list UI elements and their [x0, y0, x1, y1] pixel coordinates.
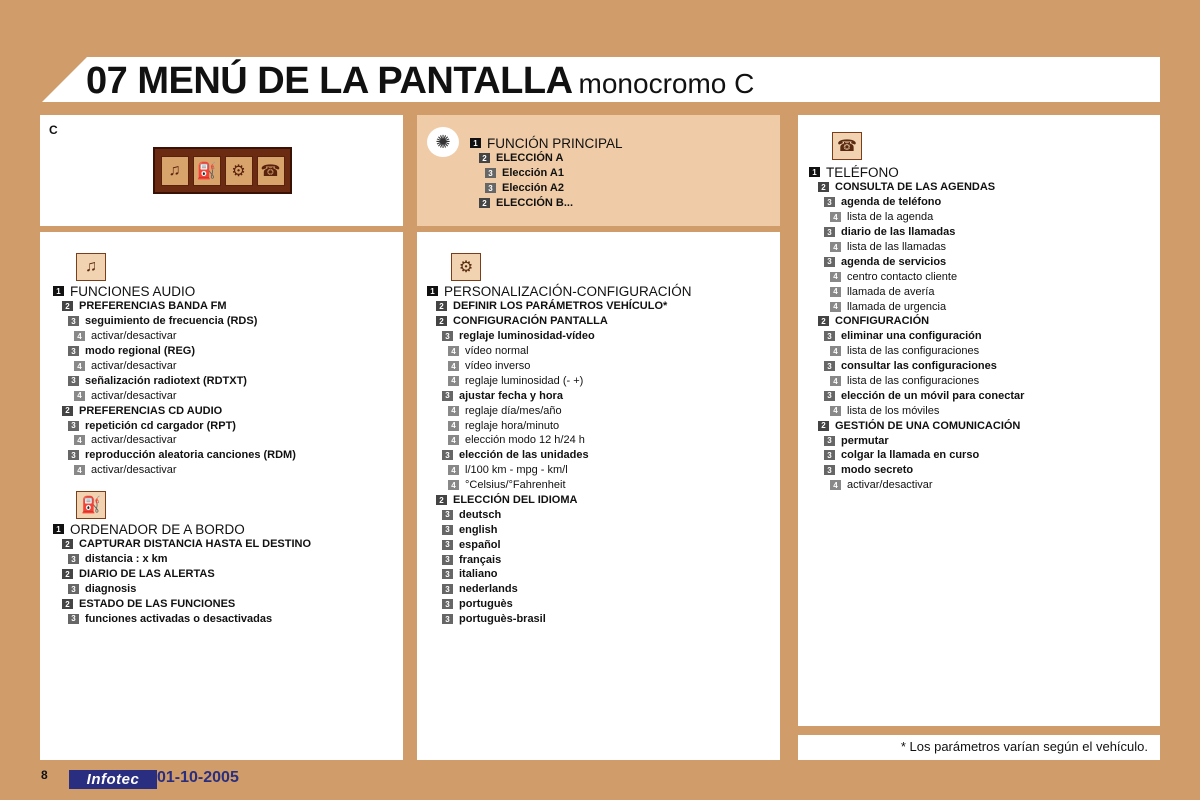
menu-item-level-3 [809, 195, 1024, 210]
menu-item-level-2 [53, 403, 296, 418]
computer-icon: ⛽ [193, 156, 221, 186]
menu-item-label: °Celsius/°Fahrenheit [465, 479, 566, 492]
level-badge: 1 [809, 167, 820, 177]
menu-item-label: activar/desactivar [91, 464, 177, 477]
level-badge: 3 [824, 391, 835, 401]
menu-item-label: elección de las unidades [459, 449, 589, 462]
level-badge: 2 [62, 406, 73, 416]
menu-item-label: deutsch [459, 508, 502, 521]
menu-item-label: reproducción aleatoria canciones (RDM) [85, 449, 296, 462]
menu-item-level-2 [809, 180, 1024, 195]
menu-item-label: ajustar fecha y hora [459, 389, 563, 402]
menu-item-level-3 [809, 359, 1024, 374]
menu-item-level-3 [470, 166, 623, 181]
level-badge: 3 [442, 555, 453, 565]
menu-item-label: centro contacto cliente [847, 270, 958, 283]
level-badge: 3 [68, 614, 79, 624]
menu-item-label: DEFINIR LOS PARÁMETROS VEHÍCULO* [453, 300, 668, 313]
menu-item-label: funciones activadas o desactivadas [85, 612, 273, 625]
menu-item-label: english [459, 523, 498, 536]
level-badge: 3 [442, 450, 453, 460]
menu-item-level-4 [53, 463, 296, 478]
menu-item-label: vídeo normal [465, 345, 529, 358]
menu-item-label: l/100 km - mpg - km/l [465, 464, 568, 477]
level-badge: 4 [448, 346, 459, 356]
menu-item-label: TELÉFONO [826, 164, 899, 180]
menu-item-label: eliminar una configuración [841, 330, 982, 343]
level-badge: 4 [830, 302, 841, 312]
page-title [86, 60, 754, 103]
menu-item-label: Elección A2 [502, 182, 564, 195]
menu-item-label: GESTIÓN DE UNA COMUNICACIÓN [835, 419, 1021, 432]
menu-item-label: FUNCIONES AUDIO [70, 283, 196, 299]
menu-item-level-3 [427, 522, 692, 537]
menu-item-level-4 [809, 478, 1024, 493]
settings-icon: ⚙ [225, 156, 253, 186]
menu-item-level-3 [809, 254, 1024, 269]
level-badge: 4 [448, 376, 459, 386]
menu-item-level-3 [53, 373, 296, 388]
menu-item-level-4 [809, 299, 1024, 314]
level-badge: 3 [442, 391, 453, 401]
personal-menu-tree [427, 280, 692, 627]
level-badge: 2 [62, 301, 73, 311]
menu-item-label: lista de las llamadas [847, 241, 947, 253]
menu-item-label: ELECCIÓN A [496, 152, 564, 165]
level-badge: 2 [479, 198, 490, 208]
menu-item-level-2 [809, 418, 1024, 433]
menu-item-level-2 [809, 314, 1024, 329]
menu-item-level-4 [809, 269, 1024, 284]
menu-item-level-4 [427, 433, 692, 448]
screen-label: C [49, 123, 58, 137]
level-badge: 4 [830, 287, 841, 297]
level-badge: 3 [442, 525, 453, 535]
level-badge: 3 [824, 465, 835, 475]
level-badge: 2 [436, 495, 447, 505]
level-badge: 1 [427, 286, 438, 296]
menu-item-label: distancia : x km [85, 553, 168, 566]
menu-item-level-3 [427, 552, 692, 567]
level-badge: 2 [818, 421, 829, 431]
menu-item-level-4 [53, 388, 296, 403]
menu-item-level-4 [809, 403, 1024, 418]
level-badge: 3 [442, 614, 453, 624]
computer-icon: ⛽ [76, 491, 106, 519]
menu-item-level-4 [427, 478, 692, 493]
menu-item-label: modo secreto [841, 464, 914, 477]
menu-item-label: colgar la llamada en curso [841, 449, 980, 462]
level-badge: 4 [830, 272, 841, 282]
menu-item-label: lista de la agenda [847, 211, 934, 224]
menu-item-level-2 [53, 299, 296, 314]
menu-item-label: modo regional (REG) [85, 345, 195, 358]
menu-item-label: activar/desactivar [91, 389, 177, 402]
menu-item-label: elección modo 12 h/24 h [465, 434, 585, 447]
menu-item-level-1 [470, 135, 623, 151]
menu-item-label: CAPTURAR DISTANCIA HASTA EL DESTINO [79, 538, 312, 551]
menu-item-label: ORDENADOR DE A BORDO [70, 521, 245, 537]
menu-item-level-3 [809, 448, 1024, 463]
level-badge: 3 [824, 361, 835, 371]
menu-item-label: agenda de teléfono [841, 196, 942, 209]
menu-item-label: PREFERENCIAS BANDA FM [79, 300, 227, 313]
menu-item-level-4 [53, 329, 296, 344]
level-badge: 4 [448, 480, 459, 490]
menu-item-level-3 [427, 582, 692, 597]
level-badge: 4 [830, 212, 841, 222]
level-badge: 4 [448, 406, 459, 416]
menu-item-label: italiano [459, 568, 498, 581]
level-badge: 4 [830, 346, 841, 356]
level-badge: 3 [824, 227, 835, 237]
menu-item-level-3 [809, 329, 1024, 344]
audio-icon: ♫ [161, 156, 189, 186]
menu-item-level-3 [427, 507, 692, 522]
menu-item-label: FUNCIÓN PRINCIPAL [487, 135, 623, 151]
menu-item-level-1 [53, 283, 296, 299]
level-badge: 4 [448, 435, 459, 445]
menu-item-label: lista de los móviles [847, 404, 940, 417]
bulb-icon: ✺ [427, 127, 459, 157]
menu-item-level-4 [427, 418, 692, 433]
menu-item-level-2 [470, 196, 623, 211]
page-title-sub: monocromo C [578, 68, 755, 99]
menu-item-level-3 [427, 448, 692, 463]
level-badge: 1 [53, 286, 64, 296]
menu-item-label: repetición cd cargador (RPT) [85, 419, 236, 432]
level-badge: 2 [479, 153, 490, 163]
menu-item-level-3 [427, 567, 692, 582]
level-badge: 3 [68, 316, 79, 326]
menu-item-label: español [459, 538, 501, 551]
menu-item-label: señalización radiotext (RDTXT) [85, 374, 247, 387]
level-badge: 2 [62, 599, 73, 609]
menu-item-label: Elección A1 [502, 167, 564, 180]
menu-item-label: portuguès-brasil [459, 613, 546, 626]
menu-item-level-3 [53, 344, 296, 359]
menu-item-level-2 [427, 314, 692, 329]
level-badge: 3 [824, 197, 835, 207]
menu-item-level-3 [809, 225, 1024, 240]
brand-logo: Infotec [69, 770, 157, 789]
menu-item-label: CONFIGURACIÓN [835, 315, 930, 328]
menu-item-level-4 [427, 359, 692, 374]
menu-item-level-4 [427, 373, 692, 388]
menu-item-label: activar/desactivar [91, 330, 177, 343]
menu-item-level-4 [53, 433, 296, 448]
menu-item-label: PERSONALIZACIÓN-CONFIGURACIÓN [444, 283, 692, 299]
menu-item-label: PREFERENCIAS CD AUDIO [79, 404, 223, 417]
menu-item-level-4 [809, 374, 1024, 389]
menu-item-level-3 [470, 181, 623, 196]
level-badge: 3 [485, 183, 496, 193]
menu-item-level-2 [427, 493, 692, 508]
menu-item-label: ESTADO DE LAS FUNCIONES [79, 598, 236, 610]
level-badge: 2 [818, 182, 829, 192]
menu-item-level-3 [53, 582, 311, 597]
menu-item-level-3 [53, 611, 311, 626]
menu-item-level-3 [53, 448, 296, 463]
level-badge: 3 [824, 257, 835, 267]
monochrome-screen [153, 147, 292, 194]
menu-item-level-3 [427, 612, 692, 627]
level-badge: 2 [62, 569, 73, 579]
audio-icon: ♫ [76, 253, 106, 281]
level-badge: 3 [442, 510, 453, 520]
ordenador-menu-tree [53, 518, 311, 626]
level-badge: 3 [442, 331, 453, 341]
menu-item-level-2 [427, 299, 692, 314]
menu-item-label: reglaje día/mes/año [465, 404, 562, 417]
menu-item-label: lista de las configuraciones [847, 345, 980, 358]
menu-item-label: nederlands [459, 583, 518, 596]
menu-item-level-3 [809, 433, 1024, 448]
level-badge: 3 [68, 450, 79, 460]
settings-icon: ⚙ [451, 253, 481, 281]
level-badge: 2 [818, 316, 829, 326]
menu-item-level-3 [427, 537, 692, 552]
level-badge: 4 [74, 435, 85, 445]
level-badge: 4 [830, 480, 841, 490]
menu-item-level-1 [53, 521, 311, 537]
footer-date: 01-10-2005 [157, 769, 239, 786]
menu-item-label: lista de las configuraciones [847, 375, 980, 388]
menu-item-label: vídeo inverso [465, 360, 531, 372]
menu-item-label: activar/desactivar [91, 434, 177, 447]
menu-item-level-1 [427, 283, 692, 299]
menu-item-level-2 [53, 597, 311, 612]
level-badge: 3 [442, 599, 453, 609]
level-badge: 3 [824, 450, 835, 460]
level-badge: 3 [68, 376, 79, 386]
menu-item-label: diagnosis [85, 583, 137, 596]
menu-item-level-4 [427, 403, 692, 418]
level-badge: 1 [53, 524, 64, 534]
menu-item-level-3 [53, 314, 296, 329]
menu-item-label: ELECCIÓN DEL IDIOMA [453, 494, 578, 507]
menu-item-label: reglaje luminosidad-vídeo [459, 330, 595, 343]
menu-item-level-3 [427, 329, 692, 344]
menu-item-level-4 [809, 344, 1024, 359]
menu-item-label: llamada de urgencia [847, 300, 947, 313]
menu-item-level-3 [809, 388, 1024, 403]
level-badge: 3 [68, 346, 79, 356]
level-badge: 3 [824, 436, 835, 446]
level-badge: 2 [436, 316, 447, 326]
menu-item-level-4 [809, 284, 1024, 299]
level-badge: 4 [830, 376, 841, 386]
menu-item-level-3 [53, 552, 311, 567]
menu-item-label: seguimiento de frecuencia (RDS) [85, 315, 258, 328]
menu-item-label: ELECCIÓN B... [496, 197, 574, 210]
menu-item-label: CONFIGURACIÓN PANTALLA [453, 315, 608, 328]
menu-item-level-2 [53, 537, 311, 552]
menu-item-label: français [459, 553, 502, 566]
page-number: 8 [41, 768, 48, 782]
menu-item-label: activar/desactivar [91, 360, 177, 372]
menu-item-label: reglaje luminosidad (- +) [465, 374, 584, 387]
menu-item-level-1 [809, 164, 1024, 180]
level-badge: 2 [62, 539, 73, 549]
audio-menu-tree [53, 280, 296, 478]
menu-item-label: elección de un móvil para conectar [841, 389, 1025, 402]
level-badge: 4 [830, 242, 841, 252]
title-notch [42, 57, 87, 102]
level-badge: 3 [824, 331, 835, 341]
menu-item-label: diario de las llamadas [841, 226, 956, 239]
level-badge: 3 [485, 168, 496, 178]
menu-item-label: CONSULTA DE LAS AGENDAS [835, 181, 996, 194]
level-badge: 4 [448, 421, 459, 431]
menu-item-label: consultar las configuraciones [841, 360, 997, 373]
menu-item-level-4 [427, 463, 692, 478]
level-badge: 4 [448, 361, 459, 371]
menu-item-level-3 [53, 418, 296, 433]
menu-item-level-2 [470, 151, 623, 166]
menu-item-label: portuguès [459, 598, 513, 611]
menu-item-level-3 [427, 388, 692, 403]
level-badge: 4 [830, 406, 841, 416]
phone-icon: ☎ [257, 156, 285, 186]
menu-item-level-4 [427, 344, 692, 359]
menu-item-level-4 [809, 240, 1024, 255]
menu-item-label: reglaje hora/minuto [465, 419, 560, 432]
level-badge: 4 [74, 361, 85, 371]
level-badge: 2 [436, 301, 447, 311]
level-badge: 4 [74, 331, 85, 341]
level-badge: 3 [442, 540, 453, 550]
menu-item-level-3 [809, 463, 1024, 478]
telefono-menu-tree [809, 161, 1024, 493]
menu-item-level-3 [427, 597, 692, 612]
level-badge: 4 [74, 465, 85, 475]
principal-menu-tree [470, 132, 623, 211]
menu-item-label: llamada de avería [847, 285, 935, 298]
level-badge: 3 [442, 584, 453, 594]
menu-item-label: DIARIO DE LAS ALERTAS [79, 568, 215, 581]
level-badge: 4 [448, 465, 459, 475]
level-badge: 1 [470, 138, 481, 148]
menu-item-label: permutar [841, 434, 889, 447]
menu-item-level-2 [53, 567, 311, 582]
menu-item-level-4 [809, 210, 1024, 225]
menu-item-level-4 [53, 359, 296, 374]
phone-icon: ☎ [832, 132, 862, 160]
menu-item-label: agenda de servicios [841, 255, 947, 268]
page-title-main: 07 MENÚ DE LA PANTALLA [86, 60, 573, 102]
level-badge: 3 [442, 569, 453, 579]
level-badge: 3 [68, 584, 79, 594]
level-badge: 3 [68, 554, 79, 564]
footnote: * Los parámetros varían según el vehículo. [798, 735, 1160, 760]
level-badge: 3 [68, 421, 79, 431]
level-badge: 4 [74, 391, 85, 401]
menu-item-label: activar/desactivar [847, 479, 933, 492]
